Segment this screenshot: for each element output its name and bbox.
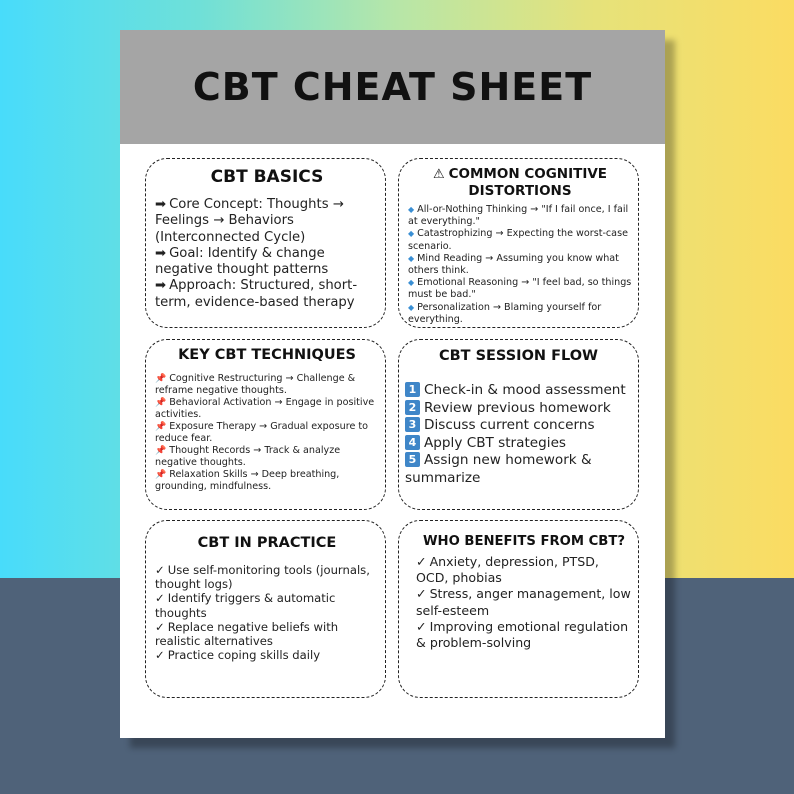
card-body: [416, 554, 632, 651]
pushpin-icon: 📌: [155, 422, 167, 432]
card-body: [155, 563, 379, 662]
sheet-title: CBT CHEAT SHEET: [192, 65, 593, 109]
list-item: ◆ Mind Reading → Assuming you know what others think.: [408, 252, 619, 277]
number-badge-icon: 5: [405, 452, 420, 467]
pushpin-icon: 📌: [155, 374, 167, 384]
pushpin-icon: 📌: [155, 398, 167, 408]
list-item: 📌 Behavioral Activation → Engage in positive activities.: [155, 397, 375, 420]
card-title: CBT BASICS: [210, 167, 324, 187]
list-item: 3 Discuss current concerns: [405, 417, 632, 435]
card-body: [405, 382, 632, 488]
list-item: ◆ Catastrophizing → Expecting the worst-case scenario.: [408, 228, 628, 252]
pushpin-icon: 📌: [155, 446, 167, 456]
sheet-header: [120, 30, 665, 144]
card-title: CBT SESSION FLOW: [438, 348, 599, 364]
list-item: 4 Apply CBT strategies: [405, 435, 632, 453]
check-mark-icon: ✓: [416, 618, 427, 634]
card-body: [155, 373, 379, 493]
card-cbt-in-practice: [145, 520, 386, 698]
check-mark-icon: ✓: [416, 586, 427, 602]
card-title: WHO BENEFITS FROM CBT?: [423, 534, 625, 549]
list-item: ➡ Goal: Identify & change negative thought patterns: [155, 245, 329, 278]
list-item: ◆ Emotional Reasoning → "I feel bad, so things must be bad.": [408, 277, 632, 301]
number-badge-icon: 1: [405, 382, 420, 397]
right-arrow-icon: ➡: [155, 278, 167, 294]
list-item: ◆ All-or-Nothing Thinking → "If I fail once, I fail at everything.": [408, 204, 629, 228]
check-mark-icon: ✓: [155, 591, 165, 606]
card-cognitive-distortions: [398, 158, 639, 328]
card-title: ⚠ COMMON COGNITIVE DISTORTIONS: [432, 166, 608, 199]
list-item: 1 Check-in & mood assessment: [405, 382, 632, 400]
list-item: 📌 Cognitive Restructuring → Challenge & reframe negative thoughts.: [155, 373, 356, 396]
list-item: ✓ Identify triggers & automatic thoughts: [155, 591, 336, 620]
blue-diamond-icon: ◆: [408, 278, 415, 288]
right-arrow-icon: ➡: [155, 197, 167, 212]
list-item: ✓ Replace negative beliefs with realistic alternatives: [155, 619, 339, 649]
check-mark-icon: ✓: [155, 648, 165, 663]
list-item: ✓ Use self-monitoring tools (journals, thought logs): [155, 563, 370, 592]
check-mark-icon: ✓: [155, 619, 165, 634]
right-arrow-icon: ➡: [155, 245, 167, 261]
list-item: ➡ Approach: Structured, short-term, evidence-based therapy: [155, 278, 358, 310]
pushpin-icon: 📌: [155, 470, 167, 480]
list-item: ➡ Core Concept: Thoughts → Feelings → Behaviors (Interconnected Cycle): [155, 197, 344, 245]
blue-diamond-icon: ◆: [408, 302, 415, 312]
list-item: 5 Assign new homework & summarize: [405, 452, 592, 486]
list-item: ◆ Personalization → Blaming yourself for everything.: [408, 301, 602, 325]
cheat-sheet-page: [120, 30, 665, 738]
check-mark-icon: ✓: [416, 554, 427, 569]
list-item: ✓ Improving emotional regulation & problem-solving: [416, 618, 629, 651]
number-badge-icon: 3: [405, 417, 420, 432]
card-body: [408, 204, 632, 326]
card-who-benefits: [398, 520, 639, 698]
list-item: 📌 Relaxation Skills → Deep breathing, grounding, mindfulness.: [155, 469, 340, 492]
list-item: ✓ Stress, anger management, low self-esteem: [416, 586, 631, 618]
card-session-flow: [398, 339, 639, 510]
card-title: KEY CBT TECHNIQUES: [178, 347, 356, 363]
card-body: [155, 197, 379, 311]
blue-diamond-icon: ◆: [408, 205, 415, 214]
list-item: ✓ Practice coping skills daily: [155, 648, 321, 663]
card-key-techniques: [145, 339, 386, 510]
list-item: ✓ Anxiety, depression, PTSD, OCD, phobias: [416, 554, 599, 586]
list-item: 📌 Thought Records → Track & analyze negative thoughts.: [155, 445, 341, 468]
number-badge-icon: 4: [405, 435, 420, 450]
blue-diamond-icon: ◆: [408, 253, 415, 263]
number-badge-icon: 2: [405, 400, 420, 415]
card-title: CBT IN PRACTICE: [197, 535, 337, 551]
list-item: 2 Review previous homework: [405, 400, 632, 418]
check-mark-icon: ✓: [155, 563, 165, 577]
blue-diamond-icon: ◆: [408, 229, 415, 239]
list-item: 📌 Exposure Therapy → Gradual exposure to reduce fear.: [155, 421, 369, 444]
warning-icon: ⚠: [432, 167, 445, 182]
card-cbt-basics: [145, 158, 386, 328]
